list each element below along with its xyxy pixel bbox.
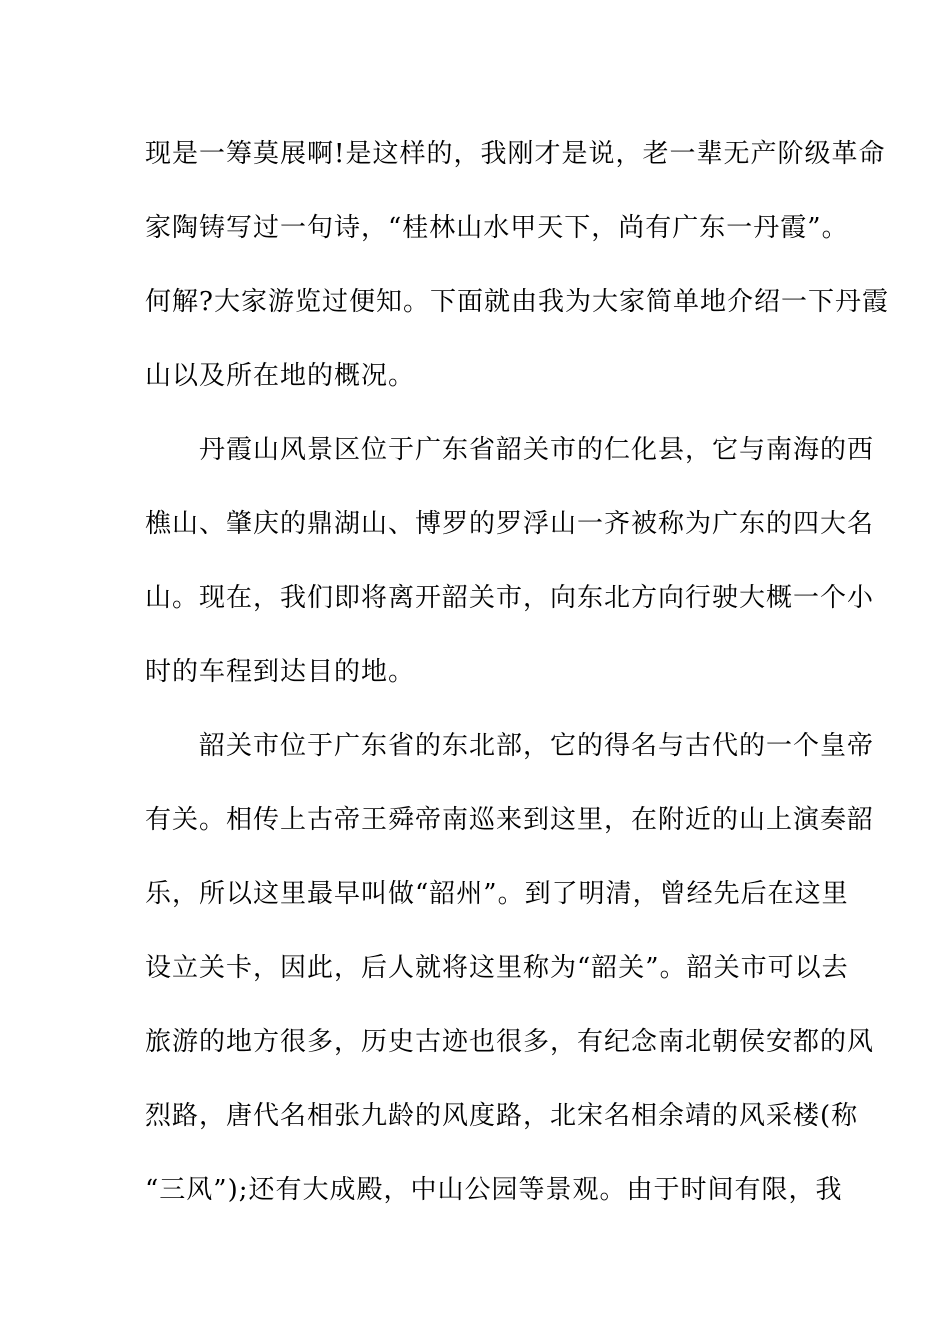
text-line: 乐，所以这里最早叫做“韶州”。到了明清，曾经先后在这里	[145, 879, 849, 909]
text-line: 樵山、肇庆的鼎湖山、博罗的罗浮山一齐被称为广东的四大名	[145, 509, 875, 539]
text-line: 设立关卡，因此，后人就将这里称为“韶关”。韶关市可以去	[145, 953, 849, 983]
text-line: “三风”);还有大成殿，中山公园等景观。由于时间有限，我	[145, 1175, 843, 1205]
text-line: 韶关市位于广东省的东北部，它的得名与古代的一个皇帝	[145, 731, 875, 761]
text-line: 山。现在，我们即将离开韶关市，向东北方向行驶大概一个小	[145, 583, 875, 613]
text-line: 丹霞山风景区位于广东省韶关市的仁化县，它与南海的西	[145, 435, 875, 465]
text-line: 时的车程到达目的地。	[145, 657, 416, 687]
text-line: 何解?大家游览过便知。下面就由我为大家简单地介绍一下丹霞	[145, 287, 889, 317]
text-line: 有关。相传上古帝王舜帝南巡来到这里，在附近的山上演奏韶	[145, 805, 875, 835]
text-line: 烈路，唐代名相张九龄的风度路，北宋名相余靖的风采楼(称	[145, 1101, 859, 1131]
text-line: 家陶铸写过一句诗，“桂林山水甲天下，尚有广东一丹霞”。	[145, 213, 849, 243]
text-line: 旅游的地方很多，历史古迹也很多，有纪念南北朝侯安都的风	[145, 1027, 875, 1057]
text-line: 山以及所在地的概况。	[145, 361, 416, 391]
text-line: 现是一筹莫展啊!是这样的，我刚才是说，老一辈无产阶级革命	[145, 139, 886, 169]
